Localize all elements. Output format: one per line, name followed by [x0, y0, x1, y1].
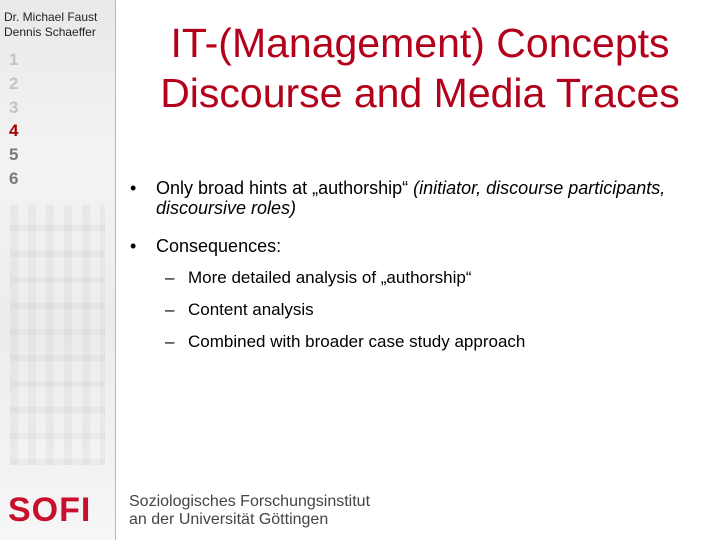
- institute-name: [129, 493, 370, 529]
- bullet-text: Consequences:: [156, 236, 282, 256]
- institute-line: an der Universität Göttingen: [129, 511, 329, 528]
- bullet-marker: •: [130, 178, 137, 198]
- sidebar: [0, 0, 116, 540]
- slide-title: [120, 18, 720, 118]
- title-line: Discourse and Media Traces: [160, 70, 680, 116]
- building-background: [10, 205, 105, 465]
- sub-bullet-text: Content analysis: [188, 300, 314, 319]
- bullet-marker: •: [130, 236, 137, 256]
- slide-content: [130, 178, 710, 352]
- author-name: Dennis Schaeffer: [4, 25, 96, 39]
- sub-bullet-marker: –: [165, 300, 175, 319]
- author-name: Dr. Michael Faust: [4, 10, 98, 24]
- sub-bullet-text: More detailed analysis of „authorship“: [188, 268, 472, 287]
- bullet-italic-text: (initiator, discourse participants, discoursive roles): [156, 178, 666, 218]
- institute-line: Soziologisches Forschungsinstitut: [129, 493, 371, 510]
- author-names: [4, 10, 112, 40]
- sub-bullet-text: Combined with broader case study approach: [188, 332, 526, 351]
- bullet-item: [130, 178, 710, 218]
- sub-bullet-item: [130, 300, 710, 320]
- bullet-item: [130, 236, 710, 256]
- sub-bullet-marker: –: [165, 268, 175, 287]
- section-nav: [0, 48, 115, 191]
- bullet-text: Only broad hints at „authorship“: [156, 178, 414, 198]
- nav-item-3[interactable]: 3: [9, 97, 19, 117]
- nav-item-6[interactable]: 6: [9, 168, 19, 188]
- nav-item-4[interactable]: 4: [9, 121, 19, 141]
- sub-bullet-marker: –: [165, 332, 175, 351]
- sub-bullet-item: [130, 332, 710, 352]
- nav-item-5[interactable]: 5: [9, 145, 19, 165]
- nav-item-1[interactable]: 1: [9, 50, 19, 69]
- sofi-logo: SOFI: [8, 491, 92, 529]
- title-line: IT-(Management) Concepts: [170, 20, 670, 66]
- nav-item-2[interactable]: 2: [9, 73, 19, 93]
- sub-bullet-item: [130, 268, 710, 288]
